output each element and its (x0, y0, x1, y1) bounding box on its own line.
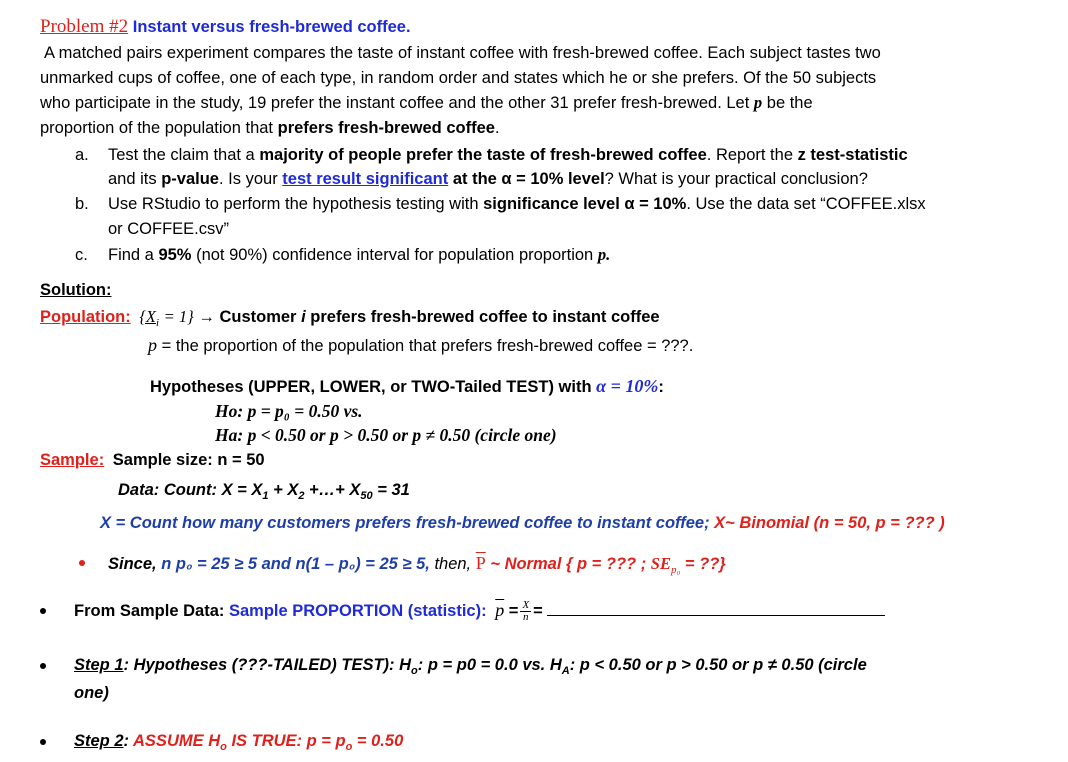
step1-continuation: one) (74, 684, 109, 702)
step1-bullet-icon (40, 663, 46, 669)
hypotheses-heading: Hypotheses (UPPER, LOWER, or TWO-Tailed TEST) with α = 10%: (150, 376, 664, 396)
x-definition-line: X = Count how many customers prefers fresh-brewed coffee to instant coffee; X~ Binomial (n = 50, p = ??? ) (100, 514, 945, 532)
intro-line-2: unmarked cups of coffee, one of each type, in random order and states which he or she prefers. Of the 50 subjects (40, 69, 877, 87)
data-count-line: Data: Count: $X = X_1 + X_2$ +…+ $X_{50} = 31$ (118, 481, 410, 502)
intro-line-1: A matched pairs experiment compares the taste of instant coffee with fresh-brewed coffee. Each subject tastes two (44, 44, 881, 62)
x-over-n-fraction: $\frac{X}{n}$ (522, 599, 530, 624)
problem-header (40, 17, 411, 37)
item-b-line-2: or COFFEE.csv” (108, 220, 230, 238)
item-a-marker: a. (75, 146, 89, 164)
problem-title: Instant versus fresh-brewed coffee. (132, 18, 411, 36)
step1-line: Step 1: Hypotheses (???-TAILED) TEST): $H_o$: p = p0 = 0.0 vs. $H_A$: p < 0.50 or p > 0.50 or p ≠ 0.50 (circle (74, 656, 867, 677)
sample-proportion-line: From Sample Data: Sample PROPORTION (statistic): $\overline{p}$ = $\frac{X}{n}$ = (74, 600, 885, 623)
item-c-line: Find a 95% (not 90%) confidence interval for population proportion p. (108, 245, 611, 264)
step2-bullet-icon (40, 739, 46, 745)
step2-line: Step 2: ASSUME $H_o$ IS TRUE: $p = p_o = 0.50$ (74, 732, 404, 753)
population-line: Population: $\{X_i = 1\}$ → Customer i prefers fresh-brewed coffee to instant coffee (40, 307, 660, 329)
answer-blank[interactable] (547, 601, 885, 616)
since-line: Since, n p₀ = 25 ≥ 5 and n(1 – p₀) = 25 ≥ 5, then, $\overline{P}$ ~ Normal { p = ??? ; $SE_{p_0}$ = ??} (108, 553, 726, 576)
solution-heading: Solution: (40, 281, 112, 299)
item-b-line-1: Use RStudio to perform the hypothesis testing with significance level α = 10%. Use the data set “COFFEE.xlsx (108, 195, 926, 213)
pbar-symbol: $\overline{P}$ (475, 553, 486, 573)
problem-number: Problem #2 (40, 16, 129, 37)
intro-line-3: who participate in the study, 19 prefer the instant coffee and the other 31 prefer fresh-brewed. Let p be the (40, 93, 813, 112)
sample-label: Sample: (40, 451, 105, 469)
item-a-line-2: and its p-value. Is your test result significant at the α = 10% level? What is your practical conclusion? (108, 170, 868, 188)
population-label: Population: (40, 308, 131, 326)
test-significant-link[interactable]: test result significant (282, 170, 449, 188)
intro-line-4: proportion of the population that prefers fresh-brewed coffee. (40, 119, 500, 137)
item-b-marker: b. (75, 195, 89, 213)
item-c-marker: c. (75, 246, 88, 264)
sample-line: Sample: Sample size: n = 50 (40, 451, 265, 469)
null-hypothesis: Ho: p = p₀ = 0.50 vs. (215, 401, 363, 421)
alt-hypothesis: Ha: p < 0.50 or p > 0.50 or p ≠ 0.50 (circle one) (215, 425, 557, 445)
item-a-line-1: Test the claim that a majority of people prefer the taste of fresh-brewed coffee. Report the z test-statistic (108, 146, 908, 164)
since-bullet-icon (79, 560, 85, 566)
p-definition: p = the proportion of the population that prefers fresh-brewed coffee = ???. (148, 335, 694, 355)
sample-data-bullet-icon (40, 608, 46, 614)
p-symbol: p (753, 93, 763, 112)
